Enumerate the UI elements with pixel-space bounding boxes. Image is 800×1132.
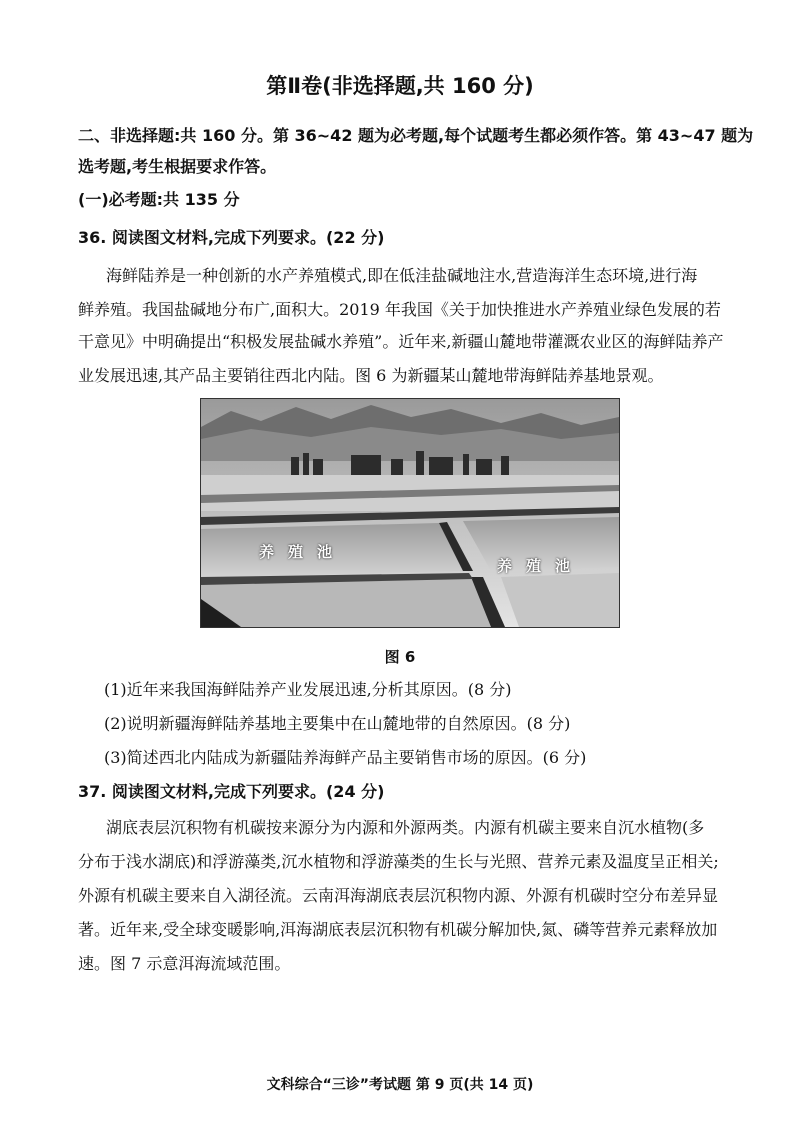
question-37-heading: 37. 阅读图文材料,完成下列要求。(24 分) xyxy=(78,782,385,801)
question-36-paragraph-line: 海鲜陆养是一种创新的水产养殖模式,即在低洼盐碱地注水,营造海洋生态环境,进行海 xyxy=(106,266,698,285)
question-37-paragraph-line: 速。图 7 示意洱海流域范围。 xyxy=(78,954,291,973)
pond-label-right: 养殖池 xyxy=(497,557,585,575)
section-header-line-1: 二、非选择题:共 160 分。第 36~42 题为必考题,每个试题考生都必须作答。第 43~47 题为 xyxy=(78,126,754,145)
question-36-heading: 36. 阅读图文材料,完成下列要求。(22 分) xyxy=(78,228,385,247)
figure-6-photo xyxy=(200,398,620,628)
figure-6-caption: 图 6 xyxy=(384,648,416,666)
pond-label-left: 养殖池 xyxy=(259,543,347,561)
aquaculture-base-illustration xyxy=(201,399,619,627)
question-36-sub-2: (2)说明新疆海鲜陆养基地主要集中在山麓地带的自然原因。(8 分) xyxy=(104,714,571,733)
page-footer: 文科综合“三诊”考试题 第 9 页(共 14 页) xyxy=(266,1077,534,1093)
part-one-header: (一)必考题:共 135 分 xyxy=(78,190,240,209)
section-header-line-2: 选考题,考生根据要求作答。 xyxy=(78,157,277,176)
question-36-paragraph-line: 业发展迅速,其产品主要销往西北内陆。图 6 为新疆某山麓地带海鲜陆养基地景观。 xyxy=(78,366,664,385)
question-37-paragraph-line: 著。近年来,受全球变暖影响,洱海湖底表层沉积物有机碳分解加快,氮、磷等营养元素释放加 xyxy=(78,920,718,939)
question-36-paragraph-line: 鲜养殖。我国盐碱地分布广,面积大。2019 年我国《关于加快推进水产养殖业绿色发展的若 xyxy=(78,300,721,319)
question-36-sub-1: (1)近年来我国海鲜陆养产业发展迅速,分析其原因。(8 分) xyxy=(104,680,512,699)
question-37-paragraph-line: 分布于浅水湖底)和浮游藻类,沉水植物和浮游藻类的生长与光照、营养元素及温度呈正相关; xyxy=(78,852,719,871)
section-title: 第Ⅱ卷(非选择题,共 160 分) xyxy=(266,74,534,98)
question-37-paragraph-line: 湖底表层沉积物有机碳按来源分为内源和外源两类。内源有机碳主要来自沉水植物(多 xyxy=(106,818,705,837)
question-37-paragraph-line: 外源有机碳主要来自入湖径流。云南洱海湖底表层沉积物内源、外源有机碳时空分布差异显 xyxy=(78,886,719,905)
question-36-sub-3: (3)简述西北内陆成为新疆陆养海鲜产品主要销售市场的原因。(6 分) xyxy=(104,748,587,767)
question-36-paragraph-line: 干意见》中明确提出“积极发展盐碱水养殖”。近年来,新疆山麓地带灌溉农业区的海鲜陆养产 xyxy=(78,332,724,351)
